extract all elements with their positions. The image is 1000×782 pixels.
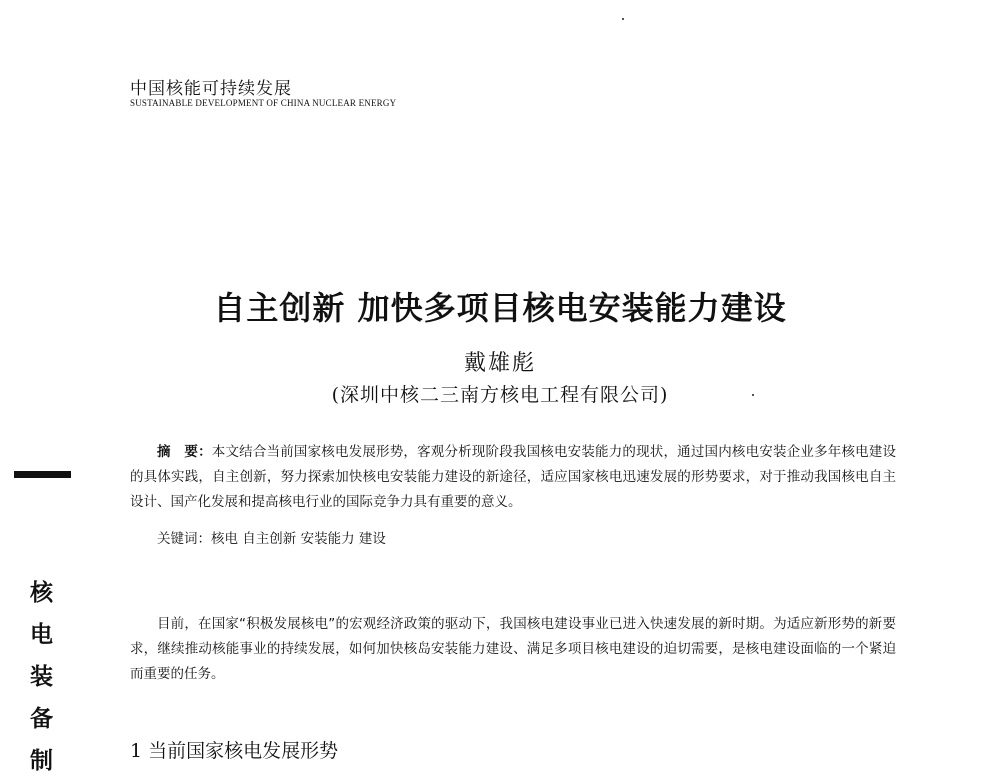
- margin-label-char: 制: [30, 747, 53, 774]
- keywords-paragraph: [130, 527, 896, 552]
- margin-tab-marker: [14, 471, 71, 478]
- section-heading: 1 当前国家核电发展形势: [130, 740, 339, 762]
- abstract-paragraph: [130, 440, 896, 515]
- margin-label-char: 备: [30, 705, 53, 732]
- scan-speck: [622, 18, 624, 20]
- abstract-text: 本文结合当前国家核电发展形势，客观分析现阶段我国核电安装能力的现状，通过国内核电安装企业多年核电建设的具体实践，自主创新，努力探索加快核电安装能力建设的新途径，适应国家核电迅速发展的形势要求，对于推动我国核电自主设计、国产化发展和提高核电行业的国际竞争力具有重要的意义。: [130, 444, 897, 510]
- keywords-text: 核电 自主创新 安装能力 建设: [211, 531, 386, 547]
- intro-paragraph: 目前，在国家“积极发展核电”的宏观经济政策的驱动下，我国核电建设事业已进入快速发展的新时期。为适应新形势的新要求，继续推动核能事业的持续发展，如何加快核岛安装能力建设、满足多项目核电建设的迫切需要，是核电建设面临的一个紧迫而重要的任务。: [130, 616, 896, 682]
- abstract-label: 摘 要：: [157, 444, 212, 460]
- margin-label-char: 电: [30, 621, 53, 648]
- author-name: 戴雄彪: [463, 351, 536, 376]
- author-affiliation: (深圳中核二三南方核电工程有限公司): [331, 384, 669, 406]
- margin-label-char: 装: [30, 663, 53, 690]
- margin-section-label: [30, 572, 62, 782]
- journal-subtitle: SUSTAINABLE DEVELOPMENT OF CHINA NUCLEAR ENERGY: [130, 98, 397, 108]
- article-title: 自主创新 加快多项目核电安装能力建设: [213, 289, 787, 327]
- margin-label-char: 核: [30, 579, 53, 606]
- keywords-label: 关键词：: [157, 531, 211, 547]
- journal-title: 中国核能可持续发展: [130, 79, 292, 99]
- scan-speck: [752, 394, 754, 396]
